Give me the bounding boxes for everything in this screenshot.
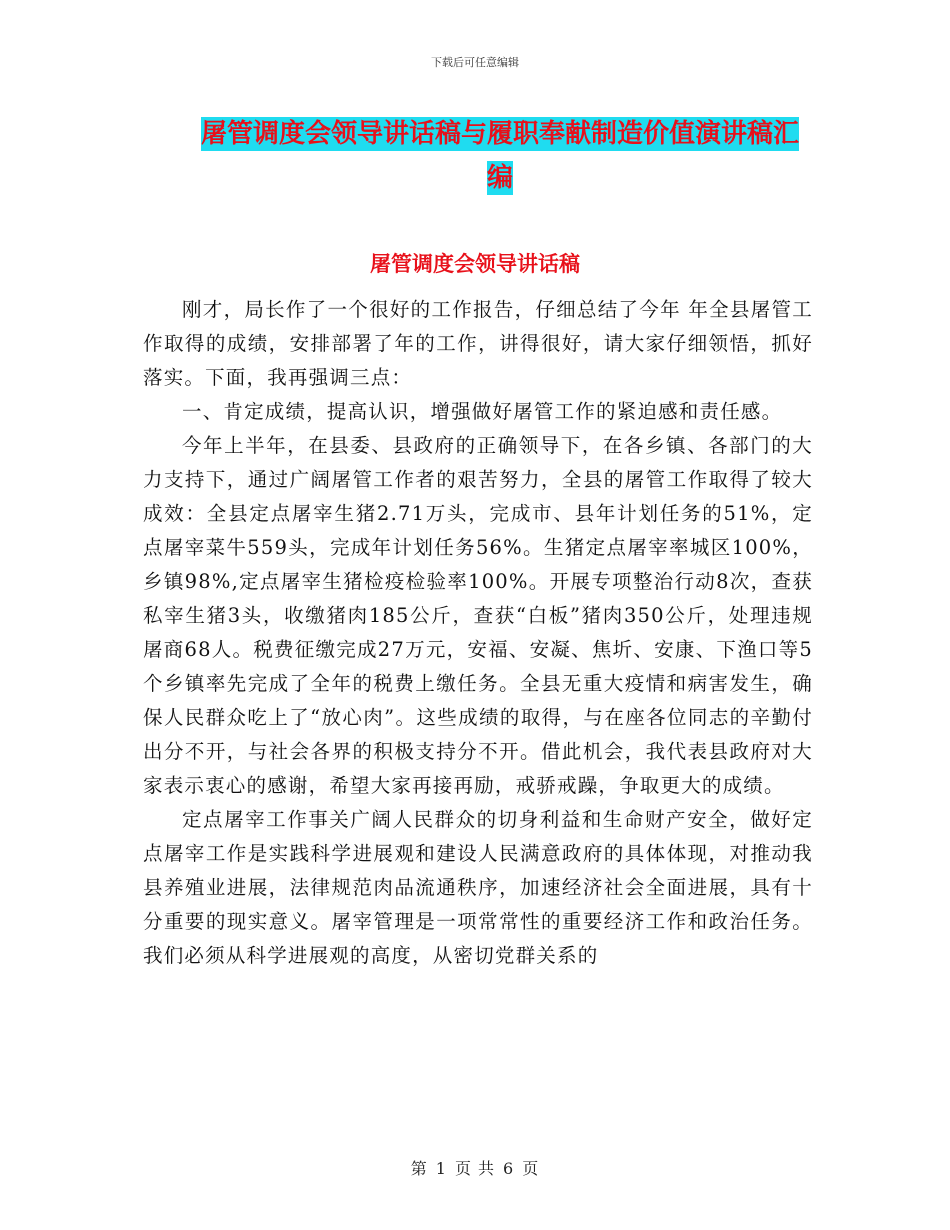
header-note: 下载后可任意编辑: [431, 56, 519, 69]
body-paragraph: 刚才，局长作了一个很好的工作报告，仔细总结了今年 年全县屠管工作取得的成绩，安排部署了年的工作，讲得很好，请大家仔细领悟，抓好落实。下面，我再强调三点：: [143, 298, 813, 389]
section-title: 屠管调度会领导讲话稿: [370, 252, 580, 276]
body-paragraph: 一、肯定成绩，提高认识，增强做好屠管工作的紧迫感和责任感。: [182, 400, 783, 423]
footer-suffix: 页: [522, 1159, 540, 1178]
footer-middle: 页 共: [454, 1159, 496, 1178]
document-body: [143, 293, 813, 973]
current-page-number: 1: [435, 1159, 447, 1178]
document-title-text: 屠管调度会领导讲话稿与履职奉献制造价值演讲稿汇编: [200, 119, 799, 193]
document-title: [195, 112, 805, 200]
page-footer: [0, 1156, 950, 1179]
total-page-count: 6: [503, 1159, 515, 1178]
footer-prefix: 第: [410, 1159, 428, 1178]
body-paragraph: 定点屠宰工作事关广阔人民群众的切身利益和生命财产安全，做好定点屠宰工作是实践科学进展观和建设人民满意政府的具体体现，对推动我县养殖业进展，法律规范肉品流通秩序，加速经济社会全面进展，具有十分重要的现实意义。屠宰管理是一项常常性的重要经济工作和政治任务。我们必须从科学进展观的高度，从密切党群关系的: [143, 808, 813, 967]
body-paragraph: 今年上半年，在县委、县政府的正确领导下，在各乡镇、各部门的大力支持下，通过广阔屠管工作者的艰苦努力，全县的屠管工作取得了较大成效：全县定点屠宰生猪2.71万头，完成市、县年计划任务的51%，定点屠宰菜牛559头，完成年计划任务56%。生猪定点屠宰率城区100%，乡镇98%,定点屠宰生猪检疫检验率100%。开展专项整治行动8次，查获私宰生猪3头，收缴猪肉185公斤，查获“白板”猪肉350公斤，处理违规屠商68人。税费征缴完成27万元，安福、安凝、焦圻、安康、下渔口等5个乡镇率先完成了全年的税费上缴任务。全县无重大疫情和病害发生，确保人民群众吃上了“放心肉”。这些成绩的取得，与在座各位同志的辛勤付出分不开，与社会各界的积极支持分不开。借此机会，我代表县政府对大家表示衷心的感谢，希望大家再接再励，戒骄戒躁，争取更大的成绩。: [143, 434, 813, 797]
